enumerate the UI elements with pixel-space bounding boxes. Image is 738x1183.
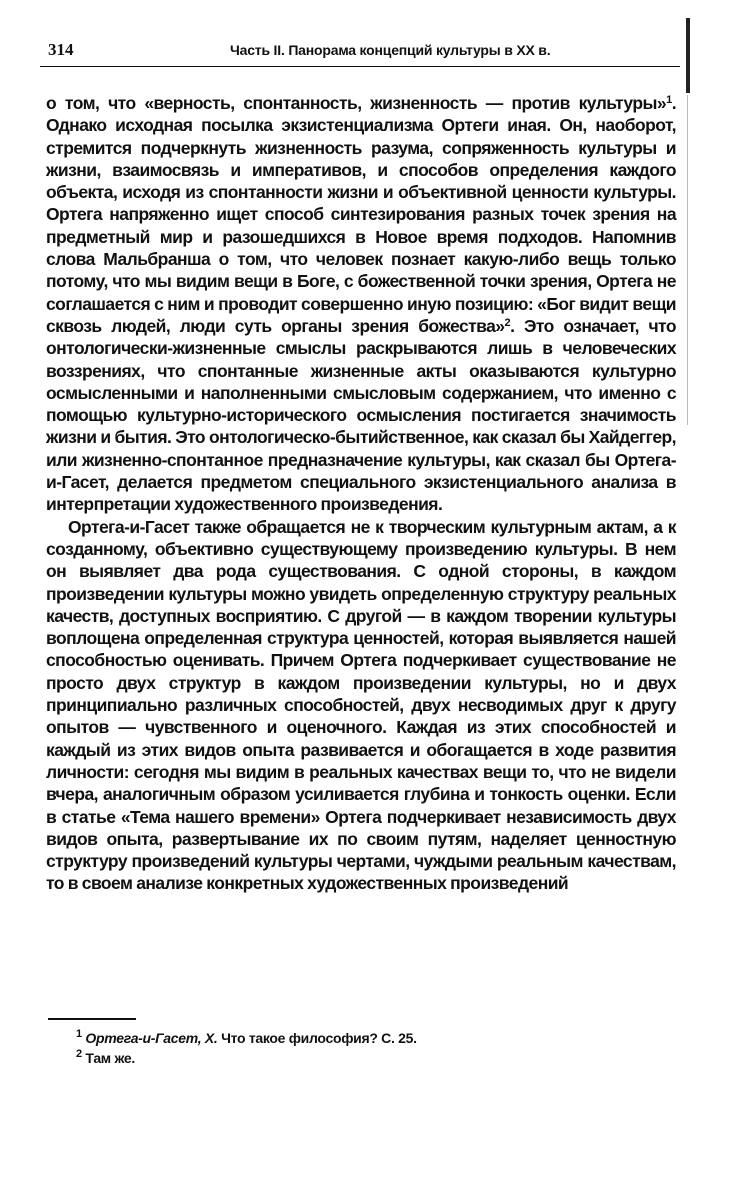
page-number: 314 [48,40,74,59]
footnote-marker: 1 [76,1028,82,1040]
footnote-divider [48,1018,136,1020]
footnote-author: Ортега-и-Гасет, Х. [85,1030,218,1046]
footnote-ref-1[interactable]: 1 [666,94,672,106]
page-header [40,36,680,67]
footnote-text: Там же. [81,1050,135,1066]
footnote-ref-2[interactable]: 2 [504,316,511,329]
body-text [46,92,676,895]
scan-edge-mark [686,18,690,93]
paragraph-2: Ортега-и-Гасет также обращается не к творческим культурным актам, а к созданному, объективно существующему произведению культуры. В нем он выявляет два рода существования. С одной стороны, в каждом произведении культуры можно увидеть определенную структуру реальных качеств, доступных восприятию. С другой — в каждом творении культуры воплощена определенная структура ценностей, которая выявляется нашей способностью оценивать. Причем Ортега подчеркивает существование не просто двух структур в каждом произведении культуры, но и двух принципиально различных способностей, двух несводимых друг к другу опытов — чувственного и оценочного. Каждая из этих способностей и каждый из этих видов опыта развивается и обогащается в ходе развития личности: сегодня мы видим в реальных качествах вещи то, что не видели вчера, аналогичным образом усиливается глубина и тонкость оценки. Если в статье «Тема нашего времени» Ортега подчеркивает независимость двух видов опыта, развертывание их по своим путям, наделяет ценностную структуру произведений культуры чертами, чуждыми реальным качествам, то в своем анализе конкретных художественных произведений [46,516,676,894]
footnote-2 [76,1048,636,1068]
paragraph-1: о том, что «верность, спонтанность, жизненность — против культуры»$^1$. Однако исходная посылка экзистенциализма Ортеги иная. Он, наоборот, стремится подчеркнуть жизненность разума, сопряженность культуры и жизни, взаимосвязь и императивов, и способов определения каждого объекта, исходя из спонтанности жизни и объективной ценности культуры. Ортега напряженно ищет способ синтезирования разных точек зрения на предметный мир и разошедшихся в Новое время подходов. Напомнив слова Мальбранша о том, что человек познает какую-либо вещь только потому, что мы видим вещи в Боге, с божественной точки зрения, Ортега не соглашается с ним и проводит совершенно иную позицию: «Бог видит вещи сквозь людей, люди суть органы зрения божества»$^2$. Это означает, что онтологически-жизненные смыслы раскрываются лишь в человеческих воззрениях, что спонтанные жизненные акты оказываются культурно осмысленными и наполненными смысловым содержанием, что именно с помощью культурно-исторического осмысления постигается значимость жизни и бытия. Это онтологическо-бытийственное, как сказал бы Хайдеггер, или жизненно-спонтанное предназначение культуры, как сказал бы Ортега-и-Гасет, делается предметом специального экзистенциального анализа в интерпретации художественного произведения. [46,93,676,515]
scan-edge-line [687,95,688,425]
footnote-marker: 2 [76,1048,82,1060]
footnote-1 [76,1028,636,1048]
footnote-text: Что такое философия? С. 25. [217,1030,417,1046]
running-head: Часть II. Панорама концепций культуры в XX в. [230,42,551,58]
footnotes [76,1028,636,1068]
